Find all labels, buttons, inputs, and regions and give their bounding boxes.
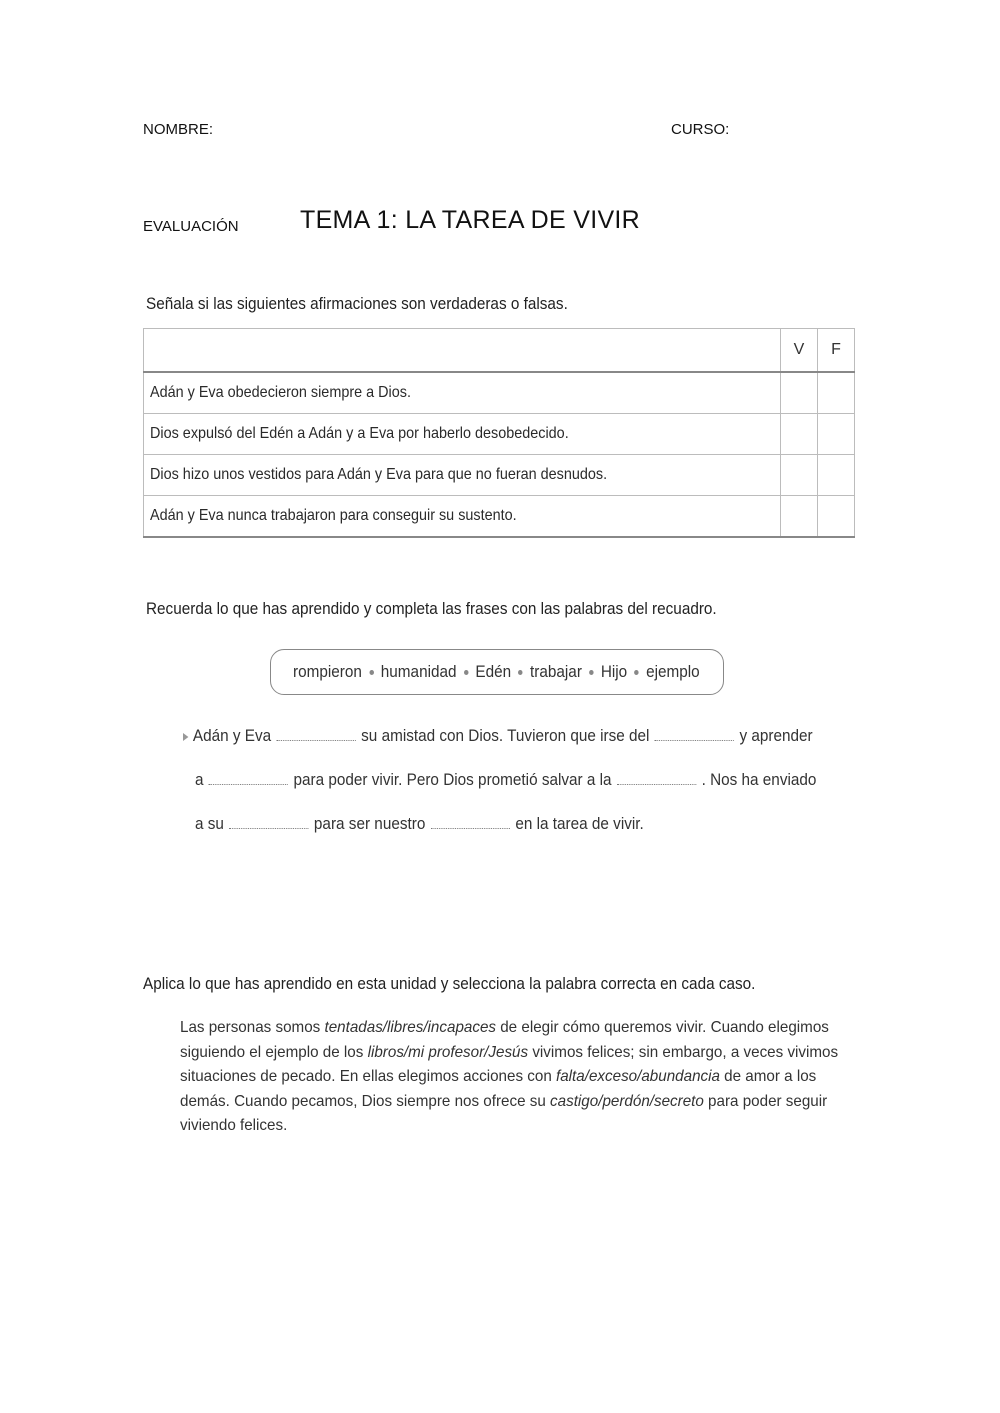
fill-text: su amistad con Dios. Tuvieron que irse del: [361, 726, 650, 745]
section3-instruction: Aplica lo que has aprendido en esta unidad y selecciona la palabra correcta en cada caso.: [143, 974, 756, 993]
paragraph-text: Las personas somos: [180, 1019, 325, 1036]
table-row: [144, 496, 855, 538]
paragraph-line: [180, 1065, 826, 1090]
statement-cell: [144, 372, 781, 414]
word-choice[interactable]: castigo/perdón/secreto: [550, 1092, 704, 1110]
fill-blank[interactable]: [655, 728, 734, 741]
paragraph-text: situaciones de pecado. En ellas elegimos acciones con: [180, 1068, 557, 1086]
statement-cell: [144, 455, 781, 496]
paragraph-line: [180, 1090, 826, 1115]
word-item: trabajar: [530, 662, 582, 681]
statement-text: Adán y Eva nunca trabajaron para conseguir su sustento.: [150, 507, 517, 524]
fill-blank[interactable]: [277, 728, 356, 741]
word-item: Hijo: [600, 662, 628, 681]
word-item: humanidad: [380, 662, 457, 681]
answer-f-cell[interactable]: [818, 496, 855, 538]
fill-text: . Nos ha enviado: [701, 770, 817, 789]
evaluacion-label: EVALUACIÓN: [143, 218, 239, 235]
paragraph-line: [180, 1016, 829, 1041]
nombre-label: NOMBRE:: [143, 121, 214, 138]
triangle-bullet-icon: [183, 733, 188, 741]
fill-text: en la tarea de vivir.: [515, 814, 644, 833]
bullet-dot-icon: [589, 670, 594, 675]
bullet-dot-icon: [464, 670, 469, 675]
fill-line-3: [195, 814, 644, 834]
word-item: ejemplo: [646, 662, 700, 681]
answer-f-cell[interactable]: [818, 372, 855, 414]
fill-text: para poder vivir. Pero Dios prometió salvar a la: [293, 770, 612, 789]
statement-cell: [144, 496, 781, 538]
paragraph-line: [180, 1041, 839, 1066]
fill-line-1: [183, 726, 813, 746]
fill-blank[interactable]: [229, 816, 308, 829]
word-item: rompieron: [293, 662, 362, 681]
paragraph-text: siguiendo el ejemplo de los: [180, 1043, 368, 1061]
answer-v-cell[interactable]: [781, 414, 818, 455]
curso-label: CURSO:: [671, 121, 730, 138]
paragraph-text: para poder seguir: [703, 1092, 828, 1110]
table-header-row: [144, 329, 855, 373]
table-row: [144, 372, 855, 414]
paragraph-text: de elegir cómo queremos vivir. Cuando elegimos: [496, 1019, 829, 1036]
header-blank-cell: [144, 329, 781, 373]
word-choice[interactable]: tentadas/libres/incapaces: [324, 1019, 497, 1036]
answer-f-cell[interactable]: [818, 414, 855, 455]
true-false-table: [143, 328, 855, 538]
word-bank-content: [293, 662, 700, 682]
page-title: TEMA 1: LA TAREA DE VIVIR: [300, 206, 641, 234]
fill-text: a su: [195, 814, 224, 833]
fill-blank[interactable]: [617, 772, 696, 785]
answer-f-cell[interactable]: [818, 455, 855, 496]
paragraph-text: de amor a los: [719, 1068, 817, 1086]
paragraph-text: viviendo felices.: [180, 1117, 288, 1135]
answer-v-cell[interactable]: [781, 372, 818, 414]
table-row: [144, 414, 855, 455]
paragraph-text: demás. Cuando pecamos, Dios siempre nos ofrece su: [180, 1092, 551, 1110]
fill-text: y aprender: [739, 726, 813, 745]
bullet-dot-icon: [369, 670, 374, 675]
answer-v-cell[interactable]: [781, 496, 818, 538]
word-bank: [270, 649, 724, 695]
word-item: Edén: [475, 662, 512, 681]
bullet-dot-icon: [518, 670, 523, 675]
fill-text: Adán y Eva: [192, 726, 272, 745]
paragraph-line: [180, 1114, 826, 1139]
selection-paragraph: [180, 1016, 860, 1139]
statement-text: Dios expulsó del Edén a Adán y a Eva por haberlo desobedecido.: [150, 425, 569, 442]
section2-instruction: Recuerda lo que has aprendido y completa las frases con las palabras del recuadro.: [146, 599, 717, 618]
fill-text: a: [195, 770, 204, 789]
fill-line-2: [195, 770, 816, 790]
column-f-header: F: [818, 329, 855, 373]
statement-text: Adán y Eva obedecieron siempre a Dios.: [150, 384, 411, 401]
bullet-dot-icon: [634, 670, 639, 675]
statement-cell: [144, 414, 781, 455]
fill-blank[interactable]: [209, 772, 288, 785]
word-choice[interactable]: falta/exceso/abundancia: [556, 1068, 720, 1086]
table-row: [144, 455, 855, 496]
paragraph-text: vivimos felices; sin embargo, a veces vivimos: [528, 1043, 839, 1061]
fill-blank[interactable]: [431, 816, 510, 829]
answer-v-cell[interactable]: [781, 455, 818, 496]
fill-text: para ser nuestro: [313, 814, 426, 833]
column-v-header: V: [781, 329, 818, 373]
statement-text: Dios hizo unos vestidos para Adán y Eva para que no fueran desnudos.: [150, 466, 608, 483]
section1-instruction: Señala si las siguientes afirmaciones son verdaderas o falsas.: [146, 294, 568, 313]
word-choice[interactable]: libros/mi profesor/Jesús: [367, 1043, 529, 1061]
